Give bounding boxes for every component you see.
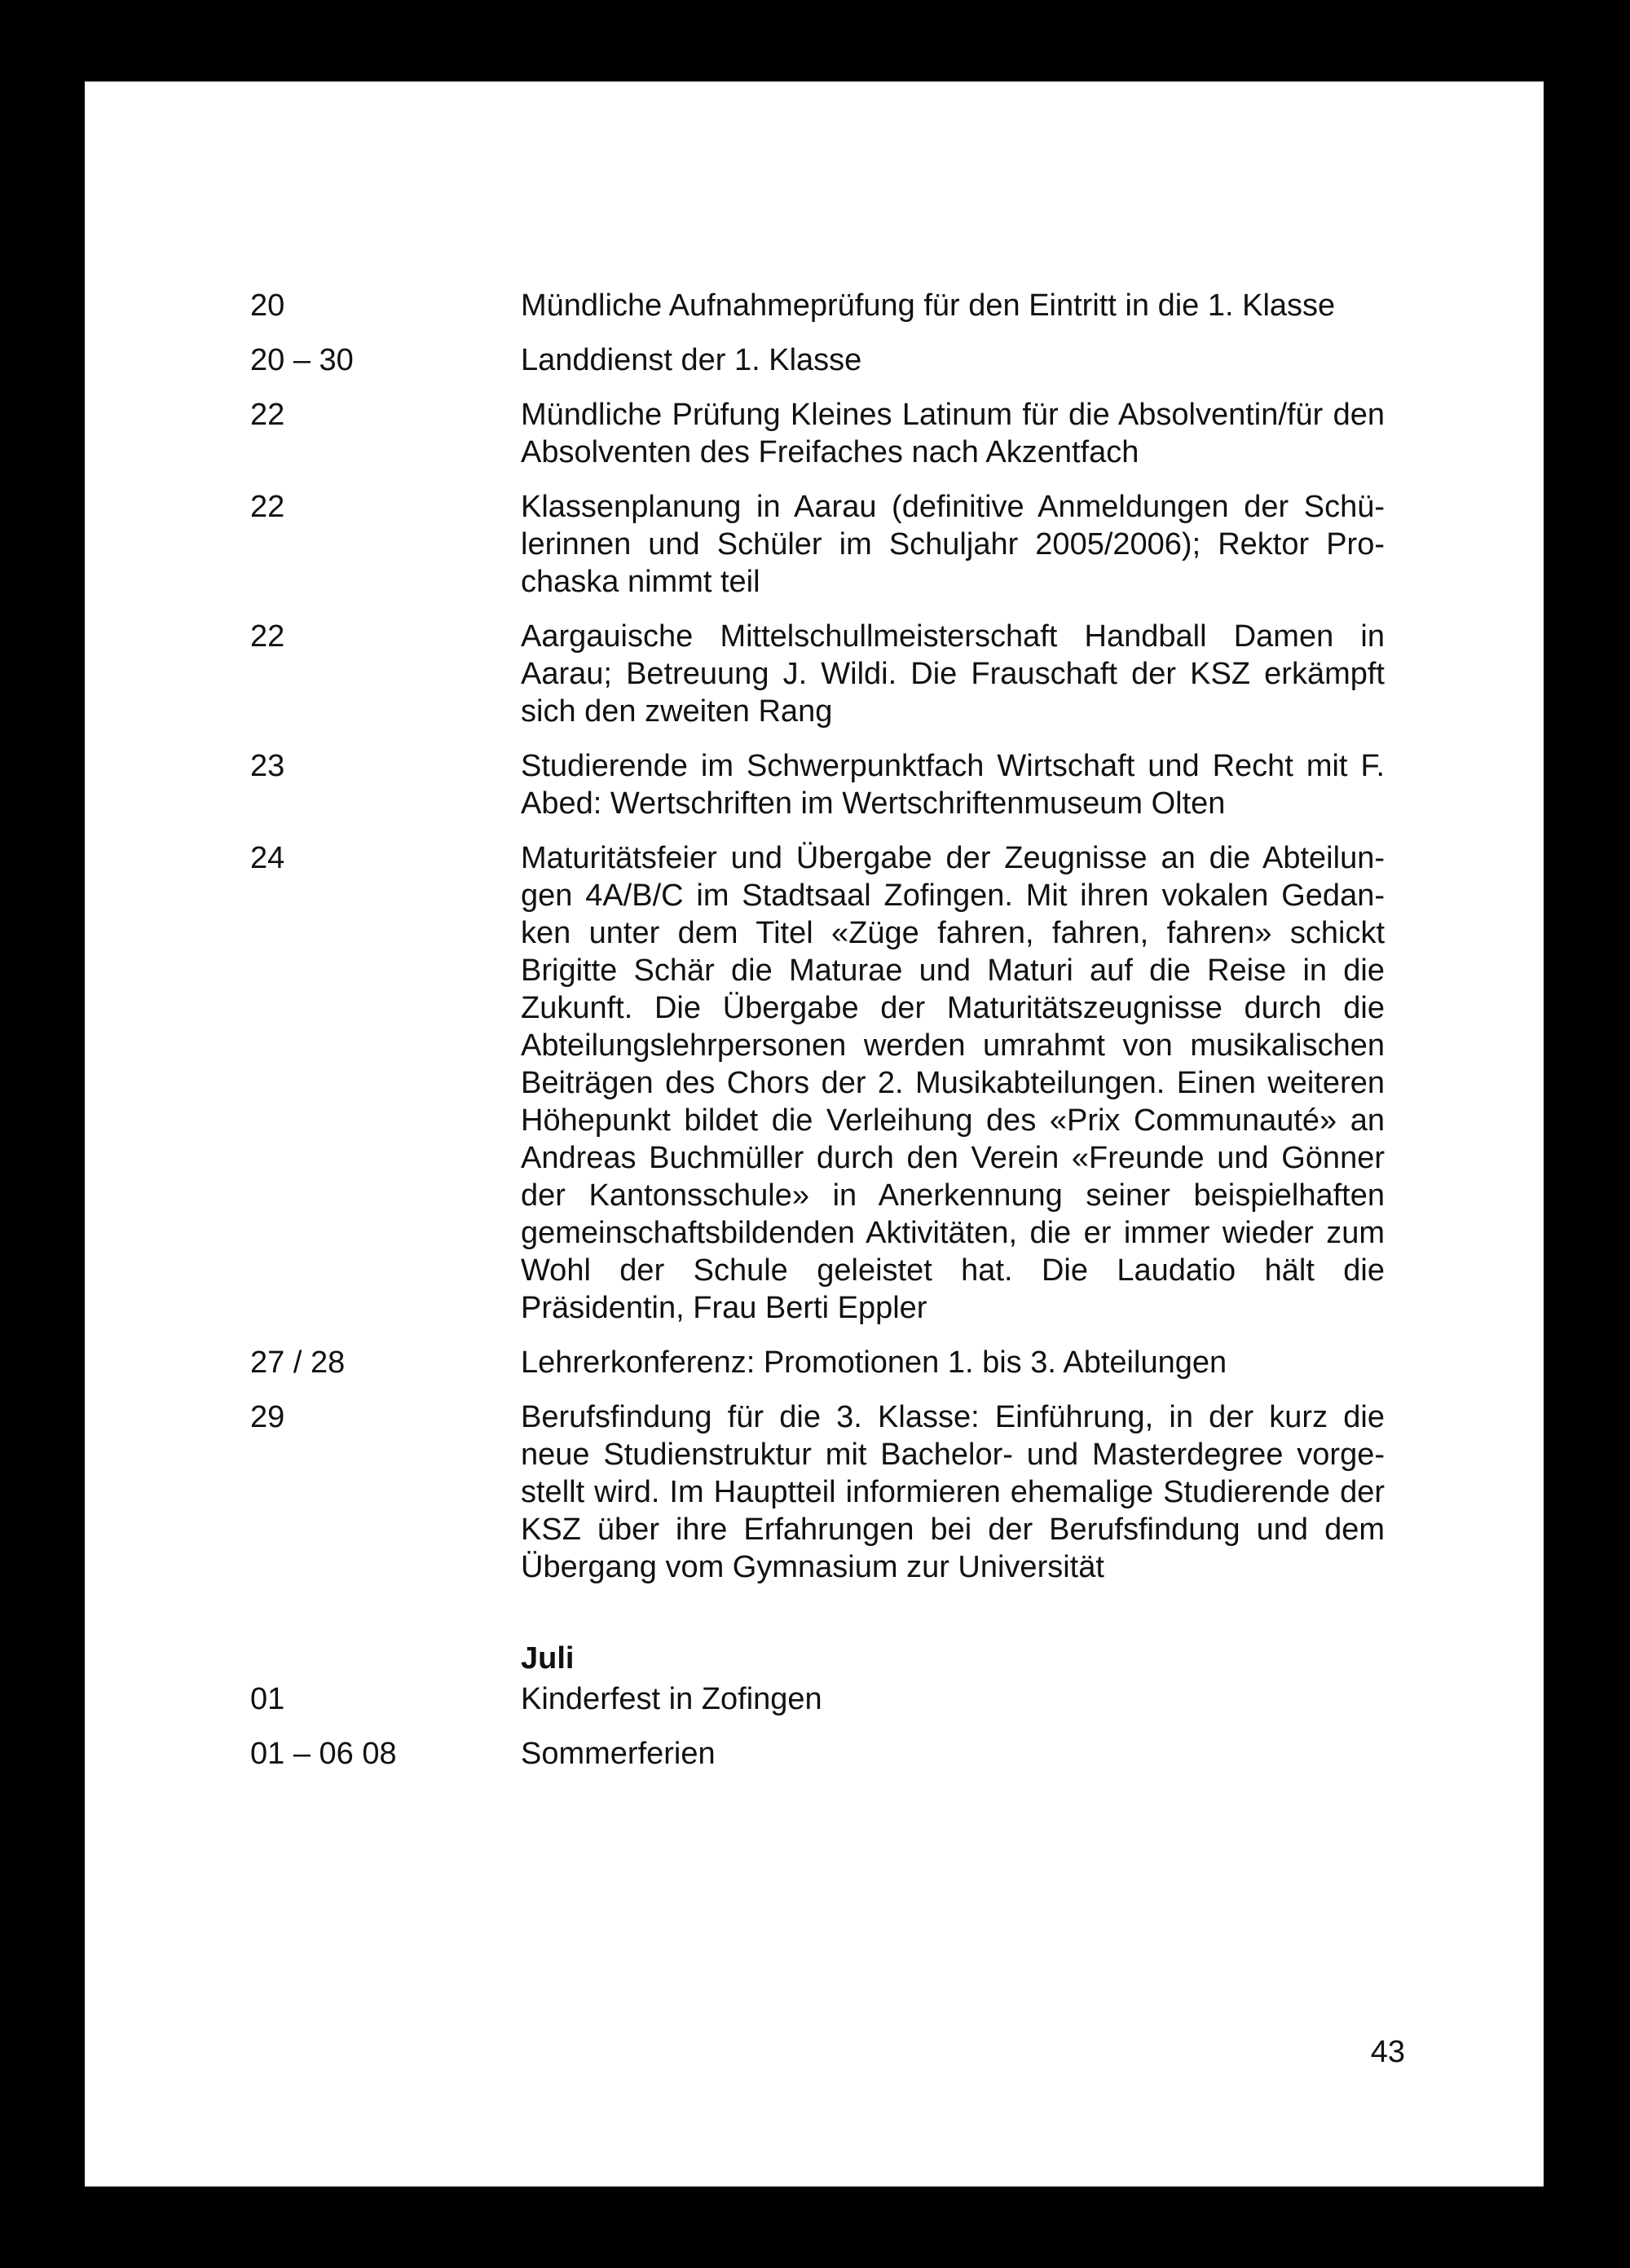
entry-text: Sommerferien: [521, 1737, 716, 1771]
calendar-entry: [250, 747, 1473, 822]
page-number: 43: [1370, 2035, 1405, 2069]
entry-text: Kinderfest in Zofingen: [521, 1682, 822, 1716]
entry-text: Berufsfindung für die 3. Klasse: Einführung, in der kurz die neue Studienstruktur mit Bachelor- und Masterdegree vorgestellt wird. Im Hauptteil informieren ehemalige Studierende der KSZ über ihre Erfahrungen bei der Berufsfindung und dem Übergang vom Gymnasium zur Universität: [521, 1400, 1385, 1584]
entry-date: 23: [250, 749, 285, 783]
entry-text: Maturitätsfeier und Übergabe der Zeugnisse an die Abteilungen 4A/B/C im Stadtsaal Zofingen. Mit ihren vokalen Gedanken unter dem Titel «Züge fahren, fahren, fahren» schickt Brigitte Schär die Maturae und Maturi auf die Reise in die Zukunft. Die Übergabe der Maturitätszeugnisse durch die Abteilungslehrpersonen werden umrahmt von musikalischen Beiträgen des Chors der 2. Musikabteilungen. Einen weiteren Höhepunkt bildet die Verleihung des «Prix Communauté» an Andreas Buchmüller durch den Verein «Freunde und Gönner der Kantonsschule» in Anerkennung seiner beispielhaften gemeinschaftsbildenden Aktivitäten, die er immer wieder zum Wohl der Schule geleistet hat. Die Laudatio hält die Präsidentin, Frau Berti Eppler: [521, 841, 1385, 1325]
entry-text: Landdienst der 1. Klasse: [521, 343, 862, 377]
entry-text: Aargauische Mittelschullmeisterschaft Handball Damen in Aarau; Betreuung J. Wildi. Die Frauschaft der KSZ erkämpft sich den zweiten Rang: [521, 619, 1385, 729]
entry-date: 24: [250, 841, 285, 875]
entry-date: 27 / 28: [250, 1345, 346, 1380]
entry-text: Mündliche Prüfung Kleines Latinum für die Absolventin/für den Absolventen des Freifaches nach Akzentfach: [521, 398, 1385, 469]
entry-text: Klassenplanung in Aarau (definitive Anmeldungen der Schülerinnen und Schüler im Schuljahr 2005/2006); Rektor Prochaska nimmt teil: [521, 490, 1385, 599]
entry-date: 22: [250, 619, 285, 654]
month-heading: Juli: [521, 1641, 575, 1676]
calendar-entry: [250, 1680, 1473, 1718]
entry-date: 20 – 30: [250, 343, 354, 377]
calendar-entry: [250, 287, 1473, 324]
calendar-entry: [250, 618, 1473, 730]
calendar-entry: [250, 341, 1473, 379]
entry-date: 20: [250, 288, 285, 323]
calendar-entry: [250, 839, 1473, 1327]
calendar-entry: [250, 1735, 1473, 1773]
entry-text: Mündliche Aufnahmeprüfung für den Eintritt in die 1. Klasse: [521, 288, 1336, 323]
calendar-entry: [250, 1344, 1473, 1381]
calendar-entries: [250, 287, 1473, 1790]
entry-date: 01 – 06 08: [250, 1737, 397, 1771]
entry-text: Studierende im Schwerpunktfach Wirtschaft und Recht mit F. Abed: Wertschriften im Wertschriftenmuseum Olten: [521, 749, 1385, 821]
entry-text: Lehrerkonferenz: Promotionen 1. bis 3. Abteilungen: [521, 1345, 1227, 1380]
month-heading-row: [250, 1640, 1473, 1677]
entry-date: 01: [250, 1682, 285, 1716]
entry-date: 22: [250, 490, 285, 524]
entry-date: 29: [250, 1400, 285, 1434]
calendar-entry: [250, 488, 1473, 601]
calendar-entry: [250, 396, 1473, 471]
calendar-entry: [250, 1398, 1473, 1586]
document-page: [85, 81, 1544, 2187]
entry-date: 22: [250, 398, 285, 432]
month-spacer: [250, 1640, 521, 1677]
